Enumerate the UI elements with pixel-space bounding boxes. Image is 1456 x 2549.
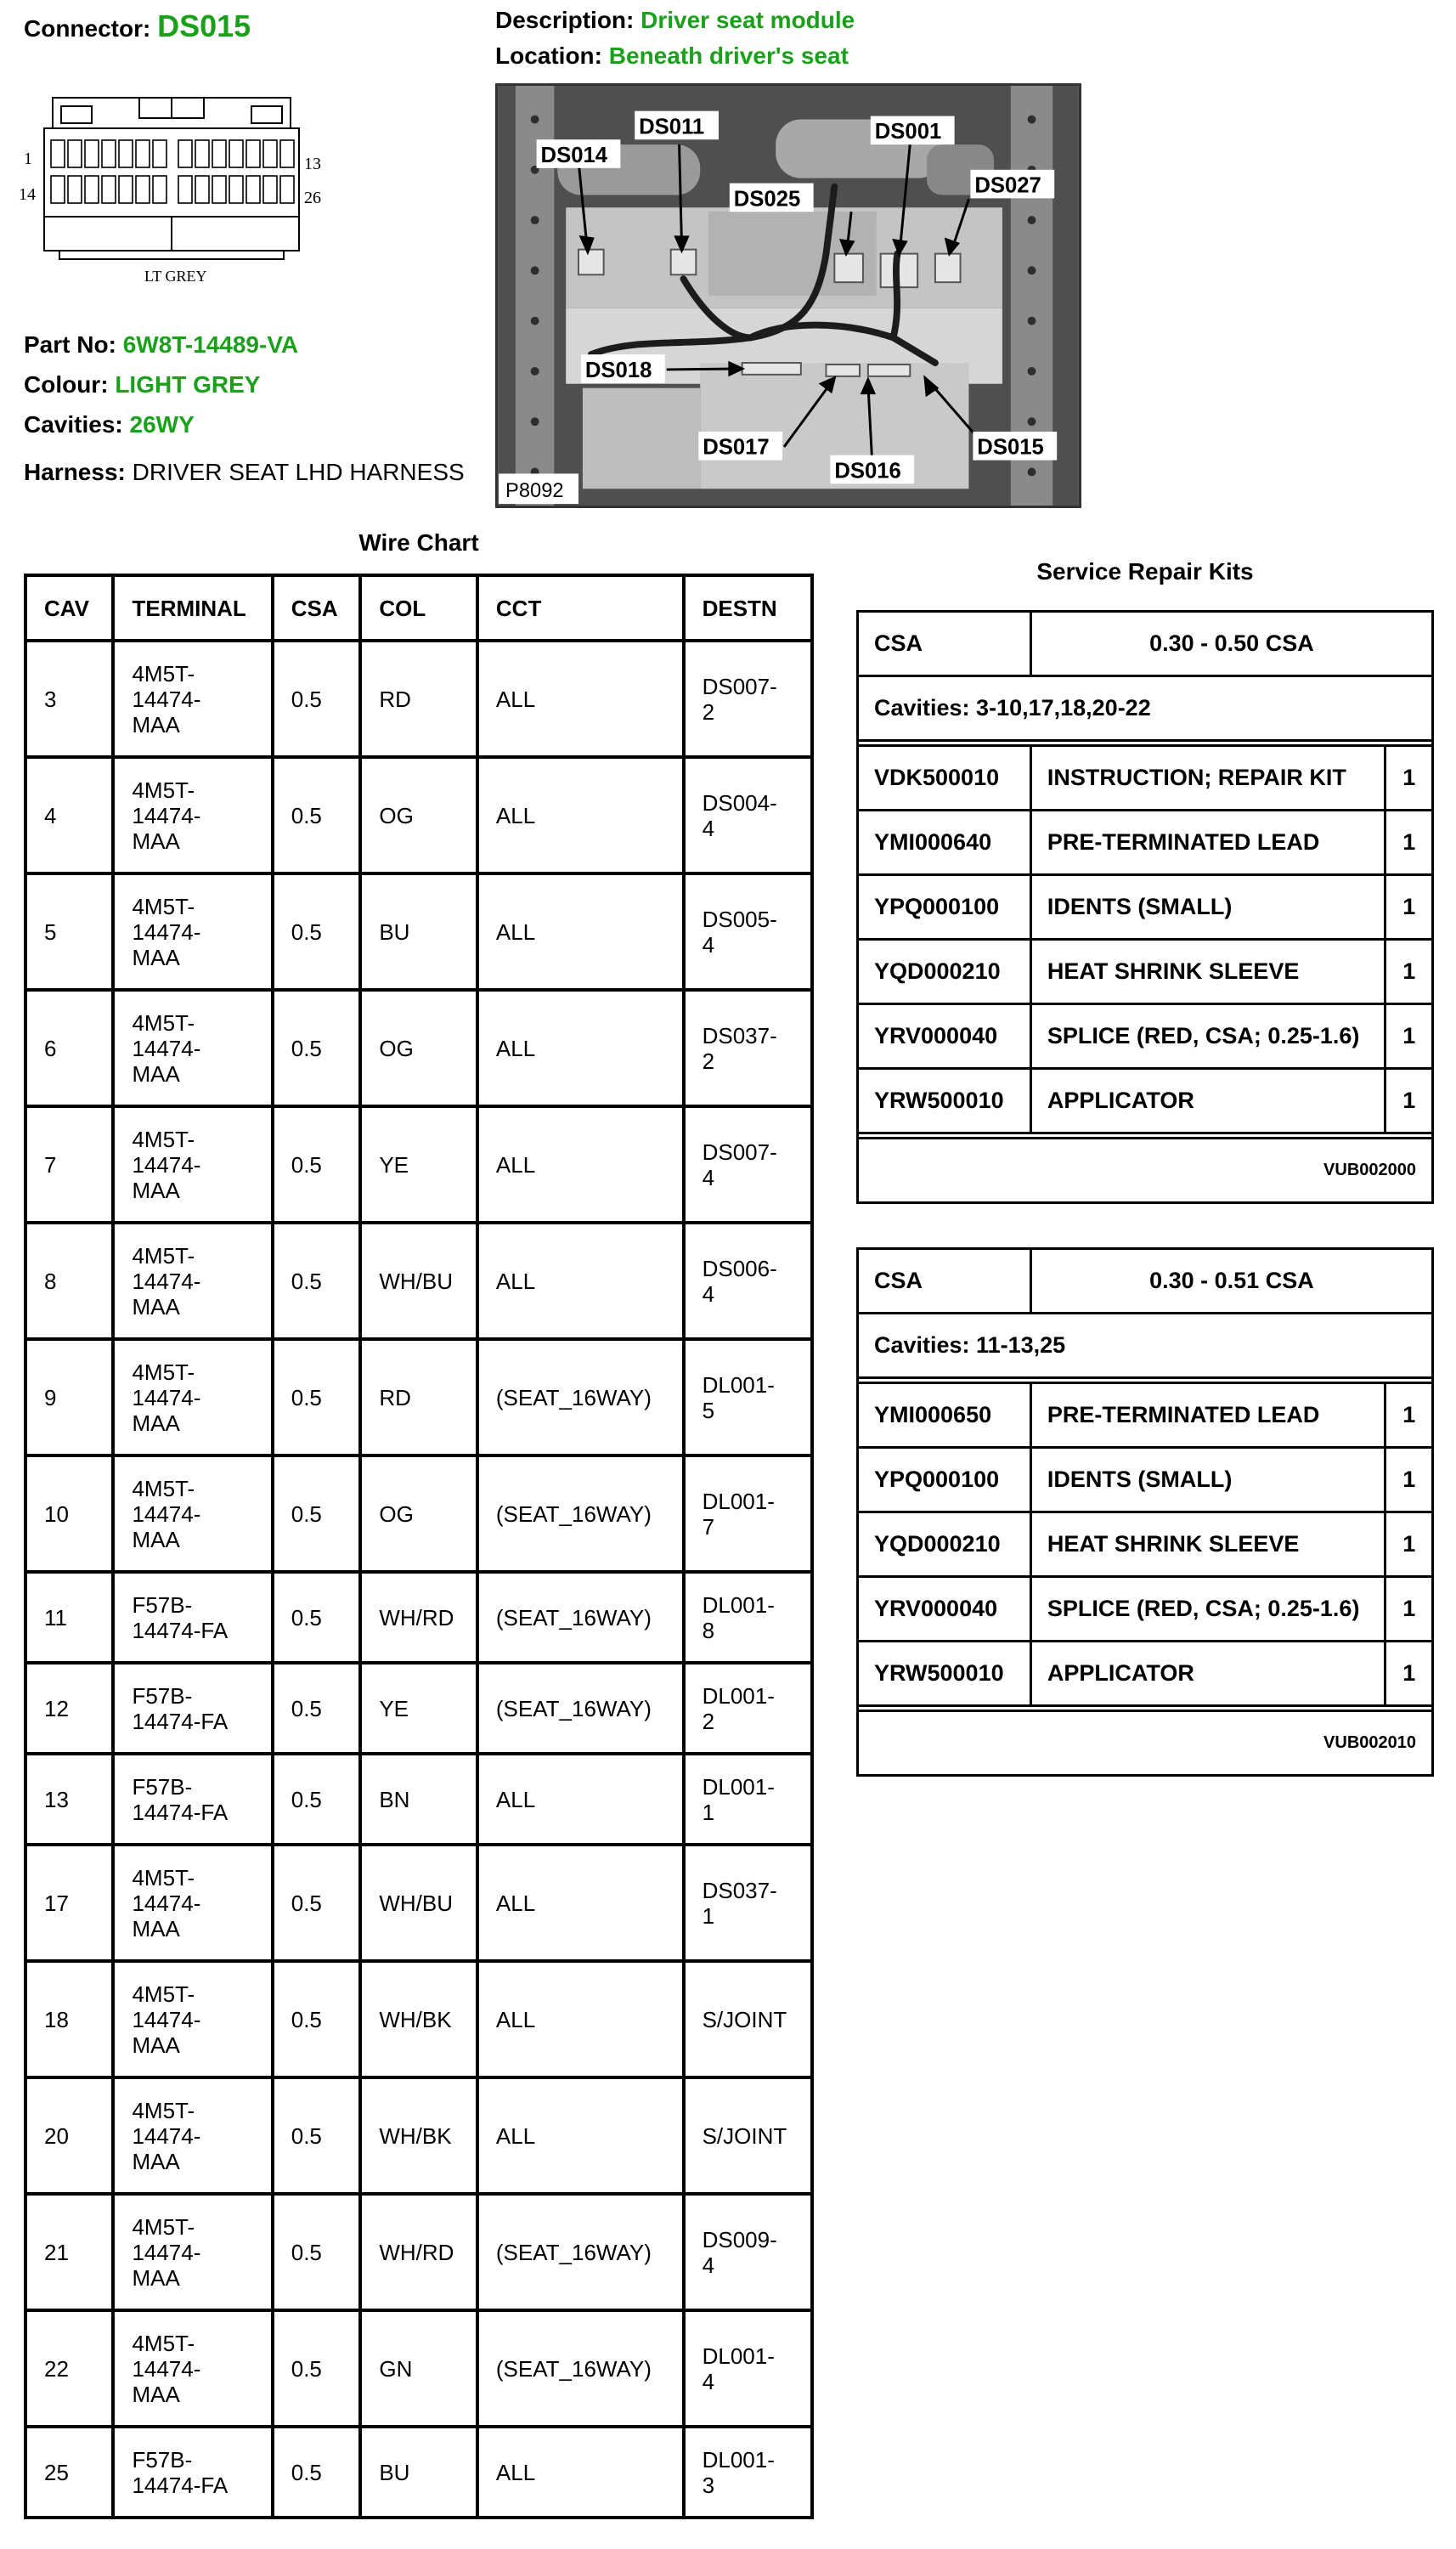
cell-cct: ALL xyxy=(477,1106,684,1223)
kit-item-code: YQD000210 xyxy=(858,1512,1031,1577)
kit-item-code: YPQ000100 xyxy=(858,875,1031,940)
cell-terminal: F57B- 14474-FA xyxy=(113,2427,272,2518)
kit-item-code: VDK500010 xyxy=(858,746,1031,811)
kit-csa-label: CSA xyxy=(858,612,1031,676)
kit-item-description: IDENTS (SMALL) xyxy=(1030,1448,1385,1512)
kit-item-description: SPLICE (RED, CSA; 0.25-1.6) xyxy=(1030,1004,1385,1069)
description-value: Driver seat module xyxy=(641,7,855,33)
table-row xyxy=(25,1754,812,1845)
connector-id: DS015 xyxy=(157,8,251,43)
table-row xyxy=(25,1572,812,1663)
cell-terminal: 4M5T- 14474- MAA xyxy=(113,1223,272,1339)
cell-cct: ALL xyxy=(477,1754,684,1845)
repair-kits-title: Service Repair Kits xyxy=(1036,558,1254,585)
cell-terminal: F57B- 14474-FA xyxy=(113,1572,272,1663)
header-cct: CCT xyxy=(477,575,684,641)
cell-csa: 0.5 xyxy=(273,2310,361,2427)
location-line xyxy=(495,42,849,70)
pin-26-label: 26 xyxy=(304,189,321,207)
part-no-label: Part No: xyxy=(24,331,116,358)
cell-col: WH/BK xyxy=(360,2077,477,2194)
cell-cct: ALL xyxy=(477,641,684,757)
cell-destn: DS009- 4 xyxy=(684,2194,812,2310)
wire-chart-table xyxy=(24,574,814,2519)
header-col: COL xyxy=(360,575,477,641)
kit-item-row xyxy=(858,1004,1433,1069)
cell-terminal: 4M5T- 14474- MAA xyxy=(113,757,272,873)
kit-item-quantity: 1 xyxy=(1385,1069,1433,1133)
cell-cav: 18 xyxy=(25,1961,113,2077)
kit-cavities: Cavities: 11-13,25 xyxy=(858,1314,1433,1378)
cell-csa: 0.5 xyxy=(273,1845,361,1961)
header-destn: DESTN xyxy=(684,575,812,641)
cell-csa: 0.5 xyxy=(273,1106,361,1223)
cell-cav: 4 xyxy=(25,757,113,873)
cell-cct: (SEAT_16WAY) xyxy=(477,1455,684,1572)
cell-cav: 17 xyxy=(25,1845,113,1961)
kit-item-row xyxy=(858,746,1433,811)
kit-item-quantity: 1 xyxy=(1385,1577,1433,1642)
kit-item-description: INSTRUCTION; REPAIR KIT xyxy=(1030,746,1385,811)
cell-col: RD xyxy=(360,641,477,757)
table-row xyxy=(25,1845,812,1961)
harness-value: DRIVER SEAT LHD HARNESS xyxy=(132,459,465,485)
pin-14-label: 14 xyxy=(19,185,36,204)
connector-heading xyxy=(24,8,251,44)
cell-col: RD xyxy=(360,1339,477,1455)
colour-label: Colour: xyxy=(24,371,109,398)
location-value: Beneath driver's seat xyxy=(608,42,849,69)
cell-destn: DL001- 5 xyxy=(684,1339,812,1455)
kit-item-description: PRE-TERMINATED LEAD xyxy=(1030,1383,1385,1448)
table-row xyxy=(25,873,812,990)
cell-col: YE xyxy=(360,1106,477,1223)
colour-value: LIGHT GREY xyxy=(115,371,261,398)
cell-col: WH/RD xyxy=(360,2194,477,2310)
location-label: Location: xyxy=(495,42,602,69)
cell-cav: 3 xyxy=(25,641,113,757)
cell-cct: ALL xyxy=(477,1961,684,2077)
cell-cct: ALL xyxy=(477,1845,684,1961)
kit-item-row xyxy=(858,875,1433,940)
cell-cav: 5 xyxy=(25,873,113,990)
cell-terminal: F57B- 14474-FA xyxy=(113,1754,272,1845)
cell-terminal: 4M5T- 14474- MAA xyxy=(113,1339,272,1455)
cell-cct: ALL xyxy=(477,990,684,1106)
description-line xyxy=(495,7,855,34)
part-no-value: 6W8T-14489-VA xyxy=(122,331,299,358)
kit-item-row xyxy=(858,1512,1433,1577)
kit-item-description: IDENTS (SMALL) xyxy=(1030,875,1385,940)
kit-item-code: YRW500010 xyxy=(858,1642,1031,1706)
cell-csa: 0.5 xyxy=(273,1961,361,2077)
cell-destn: DS006- 4 xyxy=(684,1223,812,1339)
kit-csa-row xyxy=(858,612,1433,676)
table-row xyxy=(25,1663,812,1754)
header-cav: CAV xyxy=(25,575,113,641)
wire-chart-title: Wire Chart xyxy=(358,529,479,556)
kit-item-quantity: 1 xyxy=(1385,746,1433,811)
cell-cct: ALL xyxy=(477,2077,684,2194)
callout-ds014: DS014 xyxy=(540,143,608,167)
cell-terminal: 4M5T- 14474- MAA xyxy=(113,2310,272,2427)
cell-csa: 0.5 xyxy=(273,1455,361,1572)
kit-item-quantity: 1 xyxy=(1385,875,1433,940)
cell-cct: ALL xyxy=(477,1223,684,1339)
cell-col: WH/BU xyxy=(360,1845,477,1961)
cell-destn: S/JOINT xyxy=(684,2077,812,2194)
photo-reference: P8092 xyxy=(505,480,564,503)
kit-item-description: APPLICATOR xyxy=(1030,1642,1385,1706)
callout-ds016: DS016 xyxy=(834,459,901,483)
kit-item-quantity: 1 xyxy=(1385,1642,1433,1706)
cell-terminal: 4M5T- 14474- MAA xyxy=(113,1961,272,2077)
location-photo xyxy=(495,83,1081,508)
cell-csa: 0.5 xyxy=(273,1572,361,1663)
cell-cav: 20 xyxy=(25,2077,113,2194)
kit-cavities-row xyxy=(858,676,1433,741)
cell-terminal: 4M5T- 14474- MAA xyxy=(113,873,272,990)
cavities-label: Cavities: xyxy=(24,411,123,438)
cell-terminal: 4M5T- 14474- MAA xyxy=(113,2194,272,2310)
kit-item-code: YMI000650 xyxy=(858,1383,1031,1448)
cavities-line xyxy=(24,411,195,438)
kit-csa-label: CSA xyxy=(858,1249,1031,1314)
table-row xyxy=(25,1223,812,1339)
cell-cct: (SEAT_16WAY) xyxy=(477,1663,684,1754)
kit-item-description: PRE-TERMINATED LEAD xyxy=(1030,811,1385,875)
table-row xyxy=(25,2427,812,2518)
cell-cav: 10 xyxy=(25,1455,113,1572)
kit-item-quantity: 1 xyxy=(1385,811,1433,875)
cell-cav: 8 xyxy=(25,1223,113,1339)
cell-col: OG xyxy=(360,757,477,873)
kit-item-description: SPLICE (RED, CSA; 0.25-1.6) xyxy=(1030,1577,1385,1642)
cell-destn: DL001- 7 xyxy=(684,1455,812,1572)
cell-destn: DL001- 3 xyxy=(684,2427,812,2518)
cell-col: WH/BU xyxy=(360,1223,477,1339)
header-terminal: TERMINAL xyxy=(113,575,272,641)
connector-colour-caption: LT GREY xyxy=(144,268,207,285)
kit-item-row xyxy=(858,811,1433,875)
cell-destn: DL001- 1 xyxy=(684,1754,812,1845)
cell-cav: 12 xyxy=(25,1663,113,1754)
cell-cct: (SEAT_16WAY) xyxy=(477,1572,684,1663)
kit-item-quantity: 1 xyxy=(1385,1004,1433,1069)
harness-line xyxy=(24,459,465,486)
kit-item-row xyxy=(858,1448,1433,1512)
cell-cct: (SEAT_16WAY) xyxy=(477,2194,684,2310)
cell-cav: 22 xyxy=(25,2310,113,2427)
cell-cct: ALL xyxy=(477,757,684,873)
cell-destn: DL001- 8 xyxy=(684,1572,812,1663)
cell-csa: 0.5 xyxy=(273,873,361,990)
table-row xyxy=(25,2194,812,2310)
kit-item-row xyxy=(858,1642,1433,1706)
callout-ds015: DS015 xyxy=(977,435,1044,460)
part-no-line xyxy=(24,331,298,359)
cell-cct: (SEAT_16WAY) xyxy=(477,2310,684,2427)
cell-csa: 0.5 xyxy=(273,1223,361,1339)
cell-terminal: F57B- 14474-FA xyxy=(113,1663,272,1754)
cell-cav: 7 xyxy=(25,1106,113,1223)
colour-line xyxy=(24,371,260,398)
kit-csa-row xyxy=(858,1249,1433,1314)
kit-code: VUB002000 xyxy=(858,1139,1433,1203)
cell-csa: 0.5 xyxy=(273,1754,361,1845)
kit-cavities: Cavities: 3-10,17,18,20-22 xyxy=(858,676,1433,741)
cell-cct: ALL xyxy=(477,2427,684,2518)
cell-destn: DS037- 1 xyxy=(684,1845,812,1961)
kit-cavities-row xyxy=(858,1314,1433,1378)
description-label: Description: xyxy=(495,7,635,33)
table-row xyxy=(25,1339,812,1455)
cell-csa: 0.5 xyxy=(273,2194,361,2310)
cell-csa: 0.5 xyxy=(273,2427,361,2518)
connector-label: Connector: xyxy=(24,15,151,42)
connector-face-diagram xyxy=(17,89,323,293)
cell-cct: (SEAT_16WAY) xyxy=(477,1339,684,1455)
kit-item-code: YQD000210 xyxy=(858,940,1031,1004)
cell-destn: DS007- 4 xyxy=(684,1106,812,1223)
cell-terminal: 4M5T- 14474- MAA xyxy=(113,2077,272,2194)
cell-col: GN xyxy=(360,2310,477,2427)
cell-col: WH/BK xyxy=(360,1961,477,2077)
table-row xyxy=(25,2077,812,2194)
callout-ds001: DS001 xyxy=(874,120,942,144)
kit-item-row xyxy=(858,940,1433,1004)
pin-13-label: 13 xyxy=(304,155,321,173)
table-row xyxy=(25,990,812,1106)
wire-chart-header-row xyxy=(25,575,812,641)
cell-col: WH/RD xyxy=(360,1572,477,1663)
cell-cav: 9 xyxy=(25,1339,113,1455)
table-row xyxy=(25,1455,812,1572)
cell-col: BN xyxy=(360,1754,477,1845)
callout-ds011: DS011 xyxy=(639,115,705,139)
header-csa: CSA xyxy=(273,575,361,641)
cell-destn: DS005- 4 xyxy=(684,873,812,990)
cell-csa: 0.5 xyxy=(273,757,361,873)
kit-item-code: YRW500010 xyxy=(858,1069,1031,1133)
cell-cav: 6 xyxy=(25,990,113,1106)
table-row xyxy=(25,1106,812,1223)
cell-col: BU xyxy=(360,2427,477,2518)
kit-item-code: YPQ000100 xyxy=(858,1448,1031,1512)
kit-item-row xyxy=(858,1383,1433,1448)
kit-item-code: YMI000640 xyxy=(858,811,1031,875)
kit-code: VUB002010 xyxy=(858,1711,1433,1776)
cell-cct: ALL xyxy=(477,873,684,990)
cell-cav: 25 xyxy=(25,2427,113,2518)
kit-item-description: APPLICATOR xyxy=(1030,1069,1385,1133)
kit-item-quantity: 1 xyxy=(1385,1512,1433,1577)
repair-kit-table xyxy=(856,610,1434,1204)
cell-csa: 0.5 xyxy=(273,2077,361,2194)
kit-item-row xyxy=(858,1577,1433,1642)
callout-ds027: DS027 xyxy=(974,173,1041,198)
cell-destn: DS037- 2 xyxy=(684,990,812,1106)
kit-csa-value: 0.30 - 0.51 CSA xyxy=(1030,1249,1432,1314)
cell-destn: DL001- 2 xyxy=(684,1663,812,1754)
cell-col: BU xyxy=(360,873,477,990)
cell-terminal: 4M5T- 14474- MAA xyxy=(113,641,272,757)
harness-label: Harness: xyxy=(24,459,126,485)
cell-cav: 13 xyxy=(25,1754,113,1845)
kit-item-row xyxy=(858,1069,1433,1133)
callout-ds025: DS025 xyxy=(733,187,801,212)
cell-destn: DL001- 4 xyxy=(684,2310,812,2427)
cell-destn: S/JOINT xyxy=(684,1961,812,2077)
cell-col: OG xyxy=(360,990,477,1106)
cell-csa: 0.5 xyxy=(273,1339,361,1455)
kit-item-code: YRV000040 xyxy=(858,1004,1031,1069)
table-row xyxy=(25,641,812,757)
cell-csa: 0.5 xyxy=(273,990,361,1106)
cell-col: OG xyxy=(360,1455,477,1572)
cell-col: YE xyxy=(360,1663,477,1754)
kit-code-row xyxy=(858,1711,1433,1776)
table-row xyxy=(25,757,812,873)
kit-csa-value: 0.30 - 0.50 CSA xyxy=(1030,612,1432,676)
cell-destn: DS004- 4 xyxy=(684,757,812,873)
kit-code-row xyxy=(858,1139,1433,1203)
kit-item-quantity: 1 xyxy=(1385,1448,1433,1512)
cell-cav: 11 xyxy=(25,1572,113,1663)
cell-terminal: 4M5T- 14474- MAA xyxy=(113,1106,272,1223)
cell-terminal: 4M5T- 14474- MAA xyxy=(113,990,272,1106)
cell-terminal: 4M5T- 14474- MAA xyxy=(113,1455,272,1572)
cell-destn: DS007- 2 xyxy=(684,641,812,757)
callout-ds017: DS017 xyxy=(703,435,770,460)
kit-item-description: HEAT SHRINK SLEEVE xyxy=(1030,940,1385,1004)
kit-item-quantity: 1 xyxy=(1385,940,1433,1004)
cavities-value: 26WY xyxy=(129,411,195,438)
cell-terminal: 4M5T- 14474- MAA xyxy=(113,1845,272,1961)
kit-item-code: YRV000040 xyxy=(858,1577,1031,1642)
table-row xyxy=(25,2310,812,2427)
kit-item-description: HEAT SHRINK SLEEVE xyxy=(1030,1512,1385,1577)
cell-csa: 0.5 xyxy=(273,1663,361,1754)
callout-ds018: DS018 xyxy=(584,358,652,382)
cell-cav: 21 xyxy=(25,2194,113,2310)
repair-kit-table xyxy=(856,1247,1434,1777)
table-row xyxy=(25,1961,812,2077)
cell-csa: 0.5 xyxy=(273,641,361,757)
kit-item-quantity: 1 xyxy=(1385,1383,1433,1448)
pin-1-label: 1 xyxy=(24,150,32,168)
